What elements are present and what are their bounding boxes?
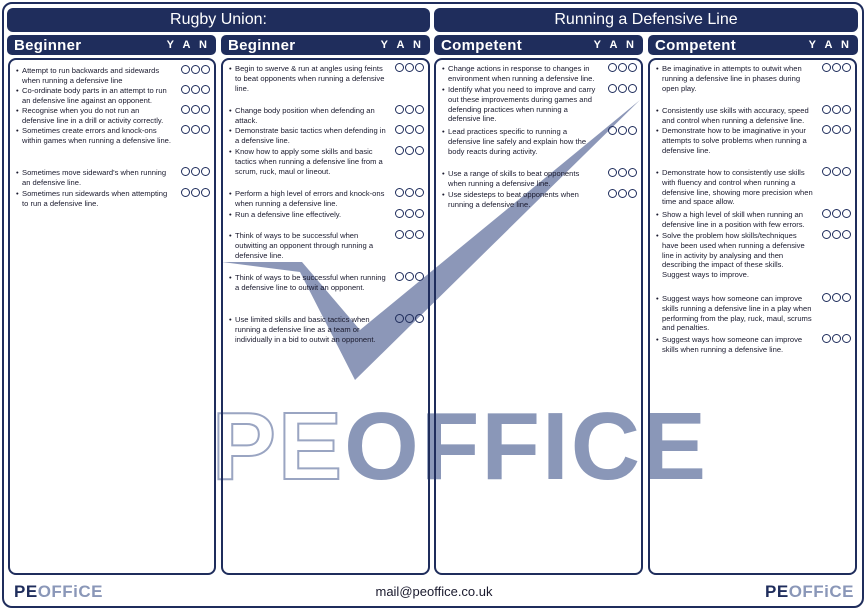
bullet: • <box>229 64 232 73</box>
checkbox-yes[interactable] <box>181 167 190 176</box>
checkbox-almost[interactable] <box>832 293 841 302</box>
checklist-item <box>229 106 386 126</box>
item-text: Change body position when defending an attack. <box>235 106 375 125</box>
yan-checkboxes <box>395 63 424 72</box>
checklist-item <box>229 189 386 209</box>
yan-checkboxes <box>181 65 210 74</box>
yan-checkboxes <box>608 84 637 93</box>
checkbox-no[interactable] <box>628 189 637 198</box>
checkbox-yes[interactable] <box>608 168 617 177</box>
bullet: • <box>656 335 659 344</box>
item-text: Run a defensive line effectively. <box>235 210 342 219</box>
item-text: Suggest ways how someone can improve skills when running a defensive line. <box>662 335 803 354</box>
bullet: • <box>656 294 659 303</box>
item-text: Use limited skills and basic tactics when running a defensive line as a team or individually in a bid to outwit an opponent. <box>235 315 376 344</box>
checkbox-almost[interactable] <box>405 314 414 323</box>
column-box-4 <box>648 58 857 575</box>
item-text: Lead practices specific to running a defensive line safely and explain how the body reacts during activity. <box>448 127 587 156</box>
checkbox-yes[interactable] <box>395 146 404 155</box>
checkbox-yes[interactable] <box>181 85 190 94</box>
checkbox-almost[interactable] <box>618 84 627 93</box>
column-box-3 <box>434 58 643 575</box>
item-text: Suggest ways how someone can improve skills running a defensive line in a play when performing from the play, ruck, maul, scrums and penalties. <box>662 294 812 333</box>
checkbox-almost[interactable] <box>405 125 414 134</box>
checkbox-no[interactable] <box>628 63 637 72</box>
checklist-item <box>16 126 172 146</box>
contact-email[interactable]: mail@peoffice.co.uk <box>375 584 493 599</box>
yan-checkboxes <box>395 272 424 281</box>
item-text: Sometimes move sideward's when running an defensive line. <box>22 168 167 187</box>
item-text: Co-ordinate body parts in an attempt to run an defensive line against an opponent. <box>22 86 167 105</box>
checkbox-yes[interactable] <box>608 63 617 72</box>
yan-checkboxes <box>181 85 210 94</box>
checkbox-no[interactable] <box>201 85 210 94</box>
checklist-item <box>229 273 386 293</box>
checkbox-no[interactable] <box>201 188 210 197</box>
checkbox-no[interactable] <box>842 167 851 176</box>
checkbox-yes[interactable] <box>395 125 404 134</box>
item-text: Perform a high level of errors and knock-ons when running a defensive line. <box>235 189 385 208</box>
checklist-item <box>656 126 813 155</box>
checkbox-yes[interactable] <box>181 105 190 114</box>
checkbox-yes[interactable] <box>395 63 404 72</box>
bullet: • <box>656 106 659 115</box>
checkbox-no[interactable] <box>842 230 851 239</box>
yan-label: Y A N <box>593 39 637 51</box>
bullet: • <box>442 190 445 199</box>
checkbox-no[interactable] <box>842 105 851 114</box>
bullet: • <box>656 126 659 135</box>
checkbox-yes[interactable] <box>395 188 404 197</box>
checkbox-almost[interactable] <box>191 65 200 74</box>
item-text: Think of ways to be successful when running a defensive line to outwit an opponent. <box>235 273 386 292</box>
level-label: Competent <box>655 36 737 54</box>
bullet: • <box>656 168 659 177</box>
checkbox-yes[interactable] <box>395 230 404 239</box>
checkbox-almost[interactable] <box>618 168 627 177</box>
bullet: • <box>16 168 19 177</box>
checkbox-no[interactable] <box>201 65 210 74</box>
logo-office: OFFiCE <box>37 582 104 601</box>
yan-checkboxes <box>395 125 424 134</box>
yan-checkboxes <box>181 188 210 197</box>
checkbox-no[interactable] <box>415 272 424 281</box>
checkbox-almost[interactable] <box>191 188 200 197</box>
yan-checkboxes <box>608 126 637 135</box>
checkbox-almost[interactable] <box>832 63 841 72</box>
checklist-item <box>229 315 386 344</box>
bullet: • <box>16 106 19 115</box>
checkbox-almost[interactable] <box>405 146 414 155</box>
checkbox-almost[interactable] <box>832 209 841 218</box>
checklist-item <box>16 106 172 126</box>
level-label: Beginner <box>14 36 82 54</box>
yan-checkboxes <box>822 334 851 343</box>
yan-checkboxes <box>822 293 851 302</box>
checklist-item <box>656 335 813 355</box>
checkbox-almost[interactable] <box>191 105 200 114</box>
topic-title: Running a Defensive Line <box>554 11 738 28</box>
item-text: Solve the problem how skills/techniques have been used when running a defensive line in activity by analysing and then describing the impact of these skills. Suggest ways to improve. <box>662 231 805 280</box>
checkbox-no[interactable] <box>201 105 210 114</box>
item-text: Use sidesteps to beat opponents when running a defensive line. <box>448 190 579 209</box>
yan-checkboxes <box>181 105 210 114</box>
yan-checkboxes <box>395 230 424 239</box>
checkbox-no[interactable] <box>842 334 851 343</box>
sport-title: Rugby Union: <box>170 11 267 28</box>
checkbox-almost[interactable] <box>191 125 200 134</box>
checklist-item <box>16 189 172 209</box>
item-text: Begin to swerve & run at angles using feints to beat opponents when running a defensive line. <box>235 64 385 93</box>
yan-checkboxes <box>822 125 851 134</box>
bullet: • <box>229 315 232 324</box>
yan-checkboxes <box>822 209 851 218</box>
bullet: • <box>229 189 232 198</box>
checkbox-almost[interactable] <box>618 63 627 72</box>
checkbox-yes[interactable] <box>822 293 831 302</box>
checkbox-yes[interactable] <box>181 65 190 74</box>
checklist-item <box>442 169 599 189</box>
checklist-item <box>229 231 386 260</box>
checklist-item <box>229 64 386 93</box>
bullet: • <box>442 85 445 94</box>
yan-checkboxes <box>181 167 210 176</box>
checkbox-no[interactable] <box>415 125 424 134</box>
logo-pe: PE <box>765 582 789 601</box>
bullet: • <box>229 126 232 135</box>
yan-label: Y A N <box>808 39 852 51</box>
checklist-item <box>656 64 813 93</box>
yan-checkboxes <box>181 125 210 134</box>
item-text: Think of ways to be successful when outwitting an opponent through running a defensive line. <box>235 231 374 260</box>
checklist-item <box>16 168 172 188</box>
checklist-item <box>229 210 386 220</box>
item-text: Recognise when you do not run an defensive line in a drill or activity correctly. <box>22 106 164 125</box>
level-label: Competent <box>441 36 523 54</box>
yan-checkboxes <box>395 105 424 114</box>
checkbox-yes[interactable] <box>608 84 617 93</box>
checklist-item <box>442 64 599 84</box>
bullet: • <box>16 86 19 95</box>
bullet: • <box>16 126 19 135</box>
bullet: • <box>229 106 232 115</box>
checkbox-no[interactable] <box>201 167 210 176</box>
checkbox-no[interactable] <box>415 146 424 155</box>
bullet: • <box>656 231 659 240</box>
checkbox-almost[interactable] <box>832 125 841 134</box>
yan-checkboxes <box>822 105 851 114</box>
item-text: Use a range of skills to beat opponents when running a defensive line. <box>448 169 580 188</box>
checkbox-no[interactable] <box>628 126 637 135</box>
checkbox-almost[interactable] <box>832 167 841 176</box>
checklist-item <box>656 210 813 230</box>
checklist-item <box>442 190 599 210</box>
bullet: • <box>229 231 232 240</box>
yan-checkboxes <box>608 189 637 198</box>
checkbox-no[interactable] <box>415 209 424 218</box>
checkbox-yes[interactable] <box>181 188 190 197</box>
item-text: Attempt to run backwards and sidewards when running a defensive line <box>22 66 160 85</box>
checkbox-no[interactable] <box>842 209 851 218</box>
checkbox-yes[interactable] <box>822 209 831 218</box>
checkbox-yes[interactable] <box>822 105 831 114</box>
checkbox-yes[interactable] <box>608 189 617 198</box>
yan-checkboxes <box>608 63 637 72</box>
yan-label: Y A N <box>380 39 424 51</box>
checklist-item <box>16 66 172 86</box>
item-text: Sometimes run sidewards when attempting to run a defensive line. <box>22 189 168 208</box>
item-text: Demonstrate how to consistently use skills with fluency and control when running a defensive line, showing more precision when time and space allow. <box>662 168 813 207</box>
level-label: Beginner <box>228 36 296 54</box>
checkbox-no[interactable] <box>628 168 637 177</box>
column-box-1 <box>8 58 216 575</box>
yan-checkboxes <box>608 168 637 177</box>
checkbox-yes[interactable] <box>822 230 831 239</box>
checkbox-no[interactable] <box>842 125 851 134</box>
bullet: • <box>656 64 659 73</box>
bullet: • <box>16 189 19 198</box>
checkbox-almost[interactable] <box>191 167 200 176</box>
checkbox-yes[interactable] <box>822 167 831 176</box>
bullet: • <box>229 210 232 219</box>
yan-label: Y A N <box>166 39 210 51</box>
checkbox-no[interactable] <box>842 63 851 72</box>
checklist-item <box>656 168 813 207</box>
item-text: Be imaginative in attempts to outwit when running a defensive line in phases during open play. <box>662 64 802 93</box>
bullet: • <box>229 147 232 156</box>
checkbox-yes[interactable] <box>395 209 404 218</box>
checklist-item <box>229 126 386 146</box>
checkbox-no[interactable] <box>415 188 424 197</box>
checkbox-no[interactable] <box>201 125 210 134</box>
checkbox-no[interactable] <box>415 63 424 72</box>
checkbox-no[interactable] <box>415 314 424 323</box>
checkbox-almost[interactable] <box>832 334 841 343</box>
item-text: Consistently use skills with accuracy, speed and control when running a defensive line. <box>662 106 809 125</box>
column-box-2 <box>221 58 430 575</box>
checkbox-no[interactable] <box>415 105 424 114</box>
checklist-item <box>16 86 172 106</box>
logo-pe: PE <box>14 582 38 601</box>
yan-checkboxes <box>395 209 424 218</box>
checkbox-almost[interactable] <box>832 105 841 114</box>
checkbox-almost[interactable] <box>405 188 414 197</box>
yan-checkboxes <box>395 314 424 323</box>
bullet: • <box>16 66 19 75</box>
bullet: • <box>229 273 232 282</box>
yan-checkboxes <box>395 188 424 197</box>
checkbox-yes[interactable] <box>822 125 831 134</box>
item-text: Change actions in response to changes in environment when running a defensive line. <box>448 64 595 83</box>
watermark-office: OFFICE <box>344 393 709 500</box>
checkbox-almost[interactable] <box>618 189 627 198</box>
yan-checkboxes <box>822 63 851 72</box>
logo-office: OFFiCE <box>788 582 855 601</box>
checkbox-almost[interactable] <box>405 209 414 218</box>
checkbox-yes[interactable] <box>395 314 404 323</box>
item-text: Identify what you need to improve and carry out these improvements during games and defending practices when running a defensive line. <box>448 85 596 124</box>
item-text: Show a high level of skill when running an defensive line in a position with few errors. <box>662 210 805 229</box>
yan-checkboxes <box>395 146 424 155</box>
checklist-item <box>229 147 386 176</box>
bullet: • <box>442 127 445 136</box>
item-text: Know how to apply some skills and basic tactics when running a defensive line from a scrum, ruck, maul or lineout. <box>235 147 383 176</box>
checklist-item <box>656 106 813 126</box>
checkbox-yes[interactable] <box>395 105 404 114</box>
checkbox-almost[interactable] <box>618 126 627 135</box>
bullet: • <box>442 169 445 178</box>
checkbox-yes[interactable] <box>181 125 190 134</box>
checkbox-almost[interactable] <box>405 272 414 281</box>
checkbox-almost[interactable] <box>832 230 841 239</box>
checkbox-almost[interactable] <box>191 85 200 94</box>
checkbox-almost[interactable] <box>405 105 414 114</box>
checklist-item <box>656 231 813 280</box>
bullet: • <box>442 64 445 73</box>
checkbox-yes[interactable] <box>608 126 617 135</box>
checklist-item <box>442 85 599 124</box>
yan-checkboxes <box>822 167 851 176</box>
checkbox-no[interactable] <box>842 293 851 302</box>
watermark-pe: PE <box>212 393 345 500</box>
checkbox-no[interactable] <box>628 84 637 93</box>
checkbox-almost[interactable] <box>405 230 414 239</box>
item-text: Demonstrate how to be imaginative in your attempts to solve problems when running a defensive line. <box>662 126 807 155</box>
checkbox-yes[interactable] <box>395 272 404 281</box>
yan-checkboxes <box>822 230 851 239</box>
item-text: Demonstrate basic tactics when defending in a defensive line. <box>235 126 386 145</box>
checklist-item <box>442 127 599 156</box>
checklist-item <box>656 294 813 333</box>
bullet: • <box>656 210 659 219</box>
checkbox-almost[interactable] <box>405 63 414 72</box>
item-text: Sometimes create errors and knock-ons within games when running a defensive line. <box>22 126 172 145</box>
checkbox-yes[interactable] <box>822 63 831 72</box>
checkbox-no[interactable] <box>415 230 424 239</box>
checkbox-yes[interactable] <box>822 334 831 343</box>
